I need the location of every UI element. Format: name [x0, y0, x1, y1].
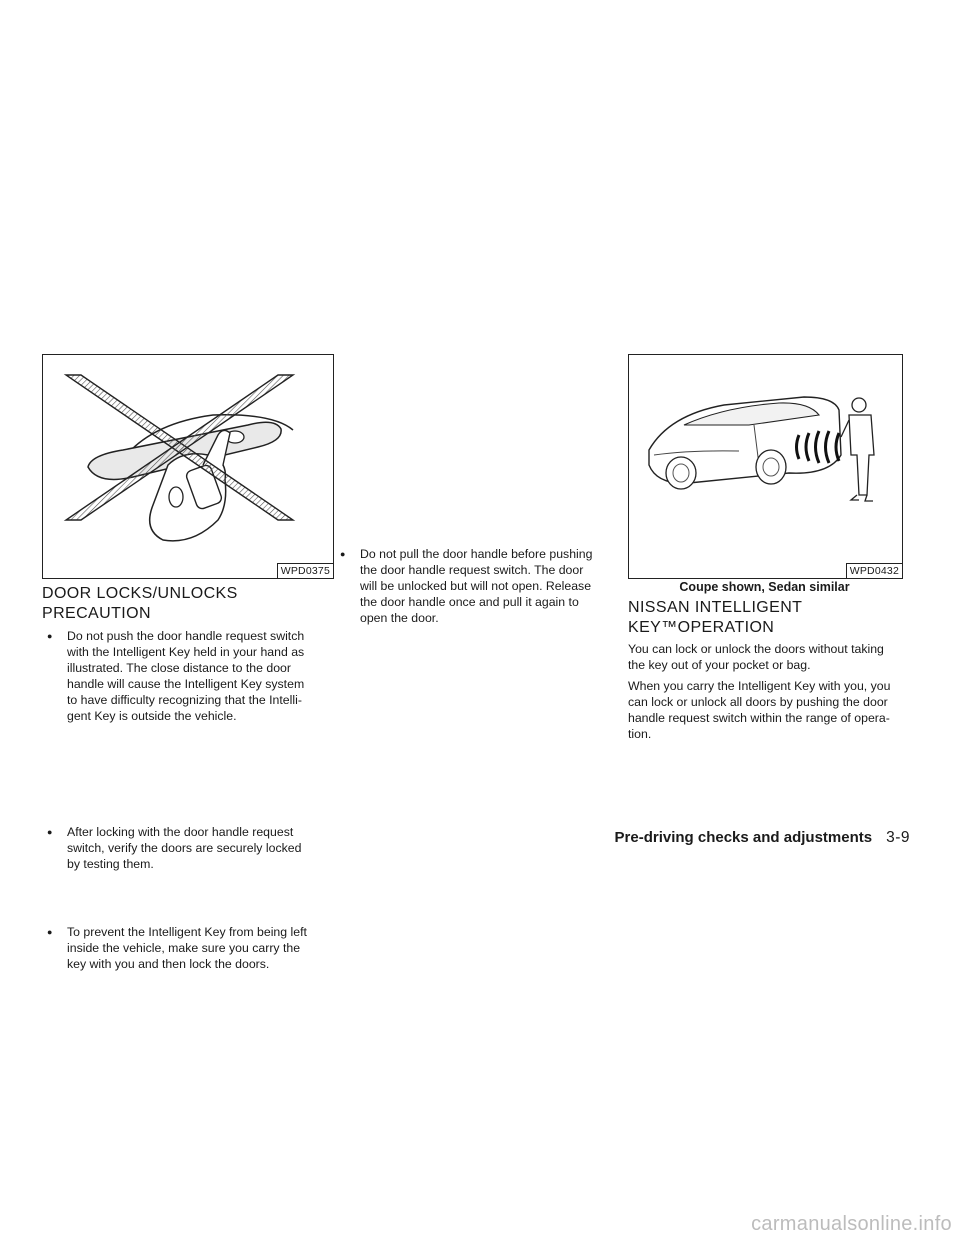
text-line: When you carry the Intelligent Key with you, you: [628, 679, 891, 693]
figure-code: WPD0375: [277, 563, 333, 578]
text-line: handle will cause the Intelligent Key system: [67, 677, 305, 691]
bullet-item: [44, 628, 339, 724]
text-line: will be unlocked but will not open. Release: [360, 579, 592, 593]
bullet-item: [44, 824, 339, 872]
door-handle-drawing: [43, 355, 333, 578]
text-line: the door handle once and pull it again to: [360, 595, 579, 609]
heading-line: NISSAN INTELLIGENT: [628, 599, 803, 616]
watermark: carmanualsonline.info: [751, 1213, 952, 1235]
text-line: illustrated. The close distance to the door: [67, 661, 291, 675]
text-line: ● Do not push the door handle request switch: [67, 629, 305, 643]
text-line: open the door.: [360, 611, 439, 625]
text-line: with the Intelligent Key held in your hand as: [67, 645, 305, 659]
text-line: You can lock or unlock the doors without taking: [628, 642, 884, 656]
page-footer: [590, 829, 910, 847]
heading-line: DOOR LOCKS/UNLOCKS: [42, 585, 238, 602]
car-illustration: [628, 354, 903, 579]
paragraph: [628, 641, 903, 673]
page-number: 3-9: [886, 829, 910, 846]
text-line: inside the vehicle, make sure you carry the: [67, 941, 301, 955]
bullet-item: [44, 924, 339, 972]
section-heading-intelligent-key: [628, 598, 908, 638]
text-line: ● To prevent the Intelligent Key from being left: [67, 925, 307, 939]
heading-line: KEY™OPERATION: [628, 619, 775, 636]
door-handle-illustration: [42, 354, 334, 579]
section-title: Pre-driving checks and adjustments: [614, 829, 873, 846]
text-line: the key out of your pocket or bag.: [628, 658, 811, 672]
car-key-drawing: [629, 355, 902, 578]
text-line: to have difficulty recognizing that the Intelli-: [67, 693, 302, 707]
text-line: can lock or unlock all doors by pushing the door: [628, 695, 888, 709]
text-line: by testing them.: [67, 857, 154, 871]
heading-line: PRECAUTION: [42, 605, 151, 622]
section-heading-door-locks: [42, 584, 332, 624]
text-line: ● After locking with the door handle request: [67, 825, 294, 839]
text-line: handle request switch within the range of opera-: [628, 711, 890, 725]
text-line: switch, verify the doors are securely locked: [67, 841, 302, 855]
text-line: key with you and then lock the doors.: [67, 957, 270, 971]
figure-caption: Coupe shown, Sedan similar: [679, 580, 850, 594]
bullet-item: [337, 546, 624, 626]
text-line: tion.: [628, 727, 652, 741]
paragraph: [628, 678, 903, 742]
text-line: the door handle request switch. The door: [360, 563, 584, 577]
text-line: gent Key is outside the vehicle.: [67, 709, 237, 723]
text-line: ● Do not pull the door handle before pushing: [360, 547, 593, 561]
figure-code: WPD0432: [846, 563, 902, 578]
